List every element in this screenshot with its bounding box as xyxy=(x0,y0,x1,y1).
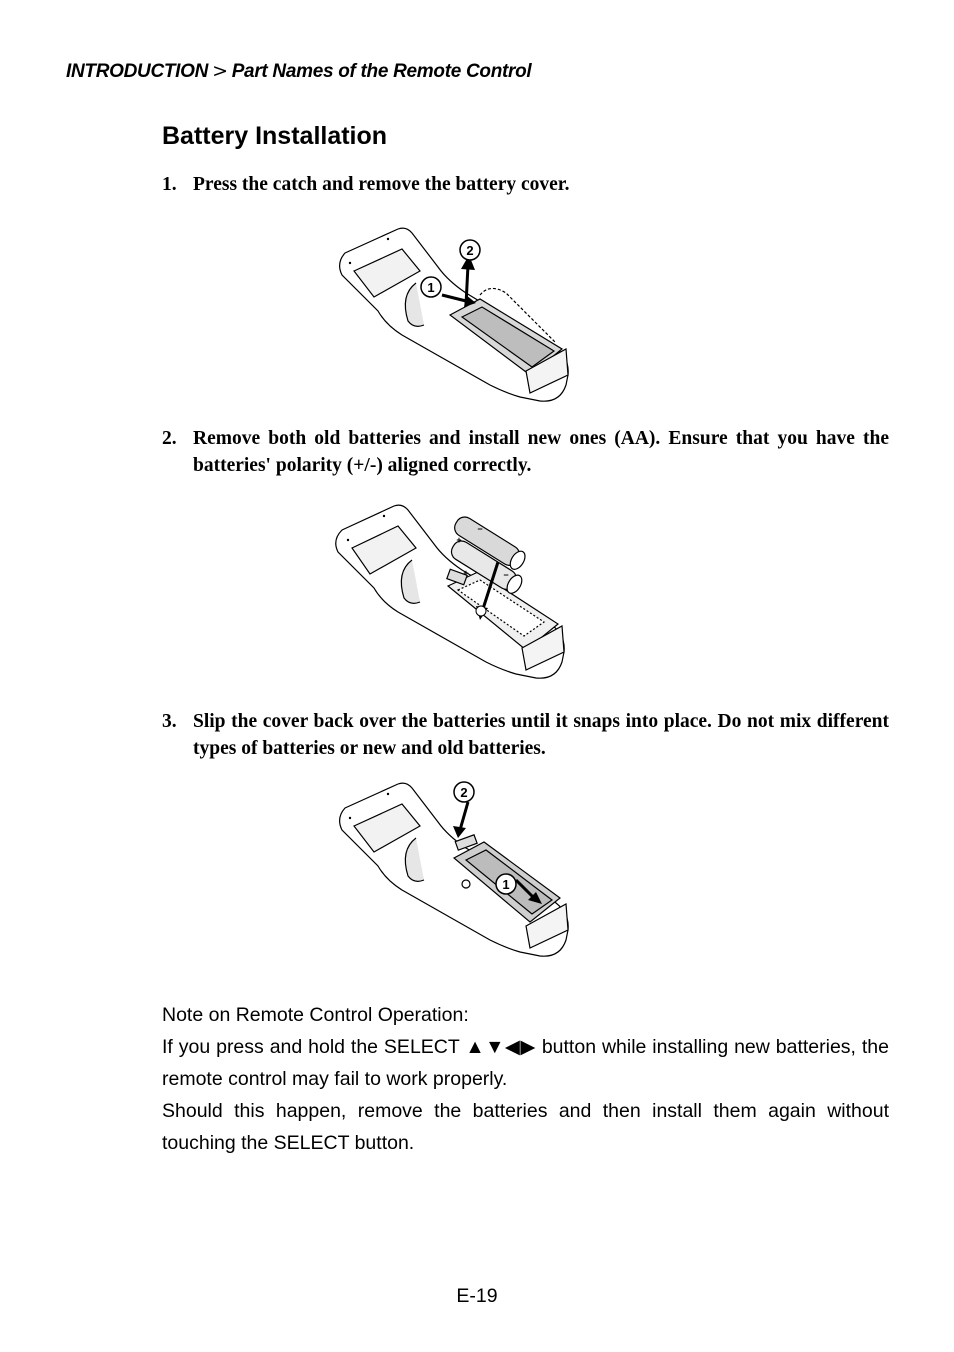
remote-insert-batteries-illustration xyxy=(330,500,580,685)
callout-2: 2 xyxy=(460,785,468,800)
battery-mark: + xyxy=(456,535,462,545)
step-text: Press the catch and remove the battery cover. xyxy=(193,174,570,195)
callout-1: 1 xyxy=(427,280,435,295)
step-number: 1. xyxy=(162,174,177,195)
note-line-2: Should this happen, remove the batteries and then install them again without touching the SELECT button. xyxy=(162,1100,889,1154)
note-block xyxy=(162,999,889,1159)
step-text: Slip the cover back over the batteries until it snaps into place. Do not mix different types of batteries or new and old batteries. xyxy=(193,711,889,759)
page-title: Battery Installation xyxy=(162,122,388,150)
callout-2: 2 xyxy=(466,243,474,258)
step-2 xyxy=(162,425,889,479)
note-heading: Note on Remote Control Operation: xyxy=(162,1004,469,1026)
remote-replace-cover-illustration xyxy=(330,780,580,965)
step-3 xyxy=(162,708,889,762)
battery-mark: − xyxy=(477,524,483,534)
breadcrumb-separator: > xyxy=(212,60,228,82)
note-line-1: If you press and hold the SELECT ▲▼◀▶ button while installing new batteries, the remote control may fail to work properly. xyxy=(162,1036,889,1090)
page-number: E-19 xyxy=(456,1285,498,1307)
callout-1: 1 xyxy=(502,877,510,892)
step-text: Remove both old batteries and install new ones (AA). Ensure that you have the batteries' polarity (+/-) aligned correctly. xyxy=(193,428,889,476)
step-1 xyxy=(162,171,889,198)
breadcrumb xyxy=(66,60,531,83)
step-number: 2. xyxy=(162,428,177,449)
remote-remove-cover-illustration xyxy=(330,225,580,410)
step-number: 3. xyxy=(162,711,177,732)
battery-mark: − xyxy=(503,570,509,580)
breadcrumb-section: INTRODUCTION xyxy=(66,61,209,82)
breadcrumb-subsection: Part Names of the Remote Control xyxy=(231,61,532,82)
battery-mark: + xyxy=(463,568,469,578)
